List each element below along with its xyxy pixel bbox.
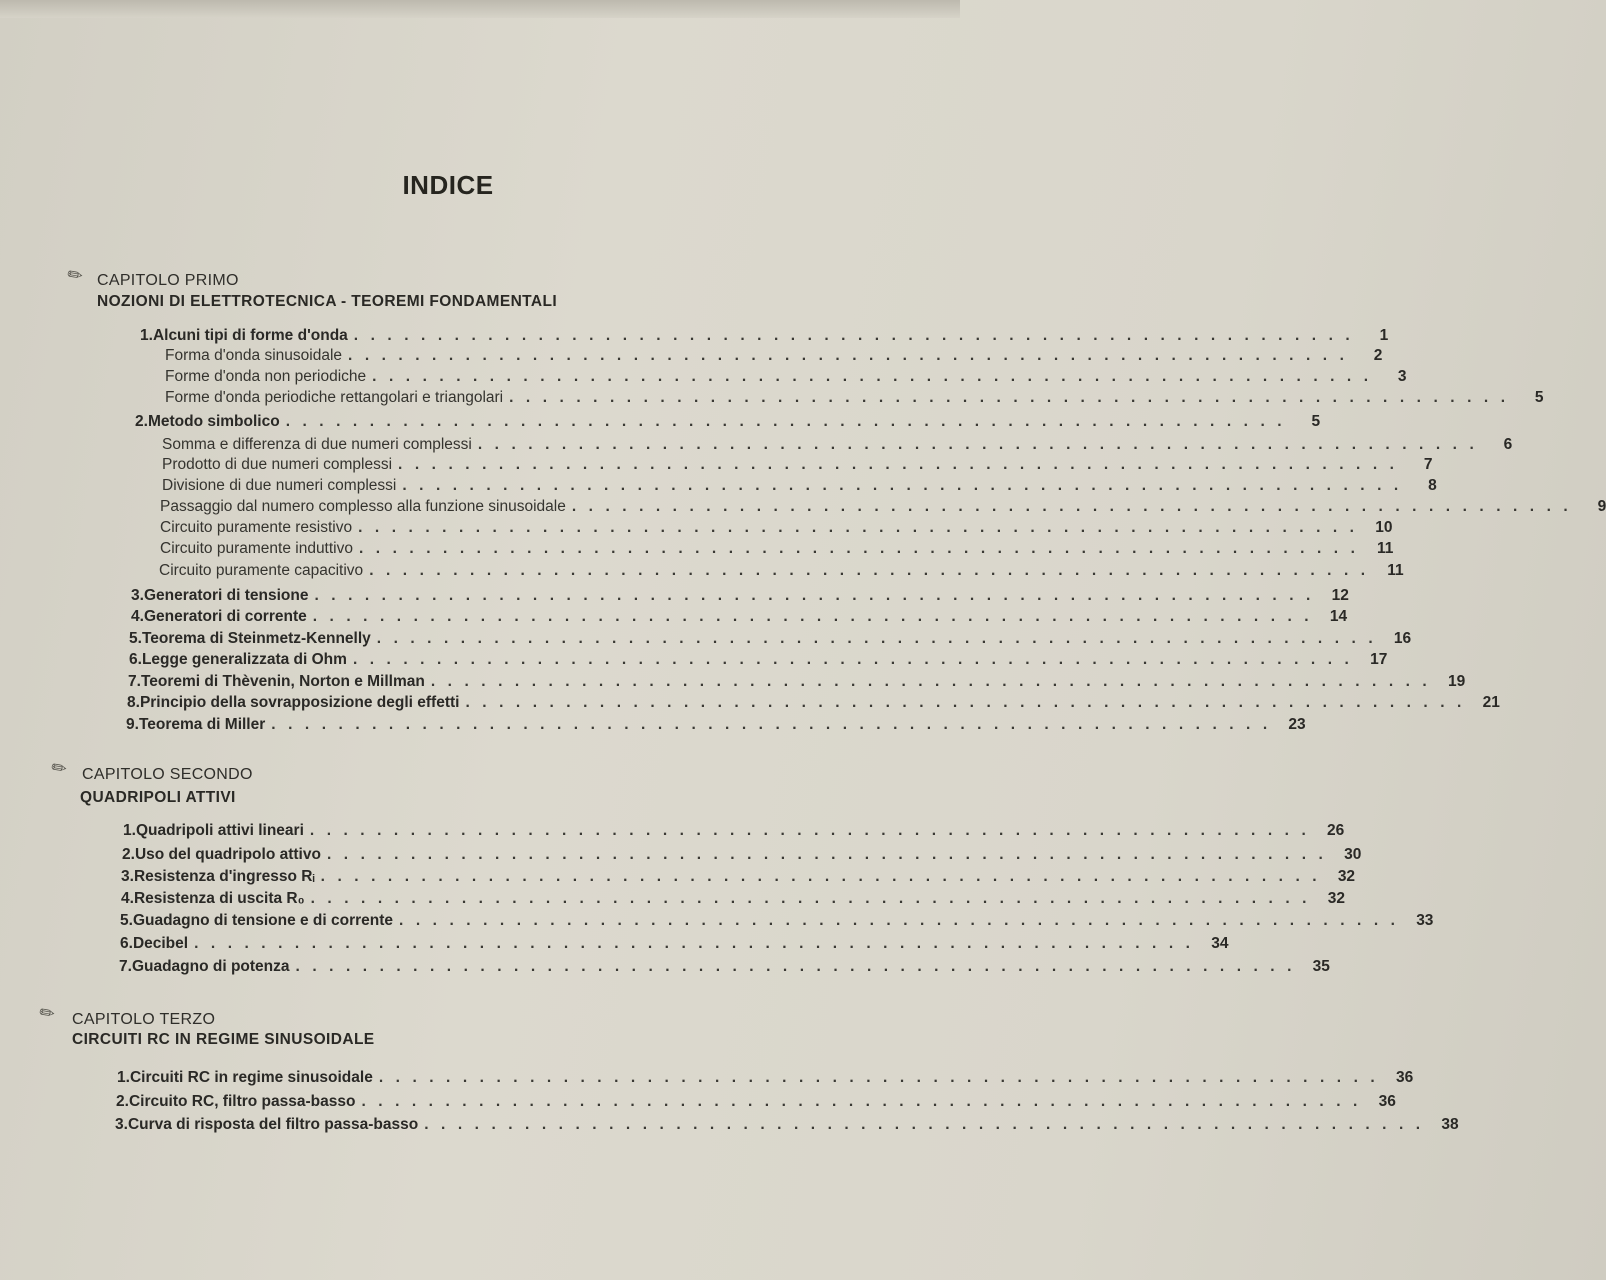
- entry-number: 5.: [120, 912, 133, 929]
- dot-leader: ............................................................: [309, 822, 1319, 839]
- entry-number: 7.: [128, 673, 141, 690]
- entry-number: 1.: [123, 822, 136, 839]
- toc-entry: [116, 1093, 1396, 1113]
- entry-page-number: 2: [1373, 347, 1383, 364]
- entry-title: Alcuni tipi di forme d'onda: [152, 327, 348, 344]
- toc-entry: [120, 935, 1229, 955]
- entry-page-number: 34: [1211, 935, 1229, 952]
- entry-page-number: 10: [1375, 519, 1393, 536]
- entry-page-number: 5: [1311, 413, 1321, 430]
- entry-page-number: 11: [1377, 540, 1394, 557]
- entry-title: Resistenza di uscita R₀: [133, 890, 305, 907]
- entry-title: Curva di risposta del filtro passa-basso: [127, 1116, 419, 1133]
- entry-page-number: 11: [1387, 562, 1404, 579]
- entry-number: 7.: [119, 958, 132, 975]
- entry-page-number: 8: [1428, 477, 1437, 494]
- entry-page-number: 32: [1327, 890, 1345, 907]
- toc-entry: [129, 651, 1388, 671]
- entry-number: 2.: [116, 1093, 129, 1110]
- entry-number: 3.: [115, 1116, 128, 1133]
- entry-title: Guadagno di tensione e di corrente: [132, 912, 394, 929]
- chapter-label: CAPITOLO TERZO: [72, 1011, 216, 1028]
- entry-page-number: 30: [1344, 846, 1362, 863]
- toc-entry: [117, 1069, 1414, 1089]
- toc-entry: [120, 912, 1434, 932]
- entry-number: 2.: [122, 846, 135, 863]
- entry-page-number: 23: [1288, 716, 1306, 733]
- entry-page-number: 35: [1312, 958, 1330, 975]
- entry-page-number: 21: [1482, 694, 1500, 711]
- dot-leader: ............................................................: [352, 651, 1362, 668]
- chapter-title: NOZIONI DI ELETTROTECNICA - TEOREMI FONDAMENTALI: [97, 293, 558, 310]
- toc-entry: [165, 389, 1544, 409]
- entry-page-number: 14: [1329, 608, 1348, 625]
- entry-number: 3.: [121, 868, 134, 885]
- dot-leader: ............................................................: [477, 436, 1487, 453]
- entry-title: Metodo simbolico: [147, 413, 280, 430]
- toc-entry: [160, 519, 1393, 539]
- dot-leader: ............................................................: [314, 587, 1323, 604]
- entry-title: Divisione di due numeri complessi: [162, 477, 397, 494]
- dot-leader: ............................................................: [285, 413, 1295, 430]
- entry-title: Decibel: [132, 935, 189, 952]
- toc-entry: [165, 347, 1383, 367]
- dot-leader: ............................................................: [465, 694, 1474, 711]
- entry-number: 9.: [126, 716, 139, 733]
- toc-entry: [129, 630, 1412, 650]
- pencil-mark-icon: ✎: [35, 1000, 60, 1026]
- entry-page-number: 1: [1379, 327, 1389, 344]
- entry-page-number: 12: [1331, 587, 1349, 604]
- dot-leader: ............................................................: [348, 347, 1357, 364]
- entry-page-number: 5: [1534, 389, 1544, 406]
- toc-entry: [131, 587, 1349, 607]
- entry-page-number: 7: [1423, 456, 1433, 473]
- page-title: INDICE: [402, 170, 494, 200]
- dot-leader: ............................................................: [295, 958, 1304, 975]
- entry-title: Quadripoli attivi lineari: [135, 822, 304, 839]
- dot-leader: ............................................................: [376, 630, 1386, 647]
- entry-page-number: 32: [1337, 868, 1356, 885]
- entry-title: Guadagno di potenza: [131, 958, 290, 975]
- dot-leader: ............................................................: [310, 890, 1319, 907]
- toc-entry: [140, 327, 1389, 347]
- entry-title: Circuito puramente induttivo: [160, 540, 353, 557]
- entry-page-number: 6: [1503, 436, 1513, 453]
- entry-page-number: 38: [1441, 1116, 1459, 1133]
- entry-title: Resistenza d'ingresso Rᵢ: [133, 868, 315, 885]
- toc-entry: [131, 608, 1348, 628]
- toc-entry: [128, 673, 1466, 693]
- entry-title: Generatori di tensione: [143, 587, 309, 604]
- entry-number: 4.: [121, 890, 134, 907]
- toc-entry: [162, 436, 1513, 456]
- toc-entry: [123, 822, 1345, 842]
- entry-title: Teorema di Steinmetz-Kennelly: [141, 630, 371, 647]
- toc-entry: [159, 562, 1404, 582]
- entry-title: Circuiti RC in regime sinusoidale: [129, 1069, 373, 1086]
- entry-title: Somma e differenza di due numeri complessi: [162, 436, 472, 453]
- entry-number: 1.: [117, 1069, 130, 1086]
- toc-entry: [122, 846, 1362, 866]
- toc-entry: [126, 716, 1306, 736]
- dot-leader: ............................................................: [271, 716, 1280, 733]
- entry-number: 5.: [129, 630, 142, 647]
- entry-title: Prodotto di due numeri complessi: [162, 456, 393, 473]
- toc-entry: [121, 890, 1345, 910]
- dot-leader: ............................................................: [398, 456, 1407, 473]
- toc-entry: [162, 477, 1437, 497]
- dot-leader: ............................................................: [430, 673, 1440, 690]
- entry-title: Generatori di corrente: [143, 608, 307, 625]
- entry-title: Forme d'onda periodiche rettangolari e triangolari: [165, 389, 504, 406]
- dot-leader: ............................................................: [320, 868, 1330, 885]
- entry-page-number: 17: [1370, 651, 1388, 668]
- chapter-title: CIRCUITI RC IN REGIME SINUSOIDALE: [72, 1031, 375, 1048]
- dot-leader: ............................................................: [509, 389, 1518, 406]
- entry-number: 2.: [135, 413, 148, 430]
- entry-title: Teoremi di Thèvenin, Norton e Millman: [140, 673, 425, 690]
- entry-page-number: 33: [1416, 912, 1434, 929]
- entry-page-number: 19: [1448, 673, 1466, 690]
- dot-leader: ............................................................: [312, 608, 1322, 625]
- dot-leader: ............................................................: [361, 1093, 1370, 1110]
- entry-title: Circuito puramente resistivo: [160, 519, 353, 536]
- dot-leader: ............................................................: [424, 1116, 1433, 1133]
- dot-leader: ............................................................: [326, 846, 1336, 863]
- dot-leader: ............................................................: [402, 477, 1411, 494]
- entry-title: Circuito puramente capacitivo: [159, 562, 364, 579]
- entry-title: Forma d'onda sinusoidale: [165, 347, 343, 364]
- toc-entry: [160, 498, 1606, 518]
- entry-title: Legge generalizzata di Ohm: [141, 651, 347, 668]
- entry-title: Circuito RC, filtro passa-basso: [128, 1093, 356, 1110]
- entry-number: 1.: [140, 327, 153, 344]
- dot-leader: ............................................................: [571, 498, 1581, 515]
- entry-page-number: 16: [1393, 630, 1412, 647]
- toc-entry: [127, 694, 1500, 714]
- entry-title: Teorema di Miller: [138, 716, 266, 733]
- entry-page-number: 3: [1397, 368, 1407, 385]
- chapter-title: QUADRIPOLI ATTIVI: [80, 789, 236, 806]
- entry-page-number: 36: [1378, 1093, 1396, 1110]
- entry-title: Forme d'onda non periodiche: [165, 368, 367, 385]
- chapter-label: CAPITOLO PRIMO: [97, 272, 239, 289]
- dot-leader: ............................................................: [378, 1069, 1388, 1086]
- dot-leader: ............................................................: [194, 935, 1203, 952]
- entry-number: 6.: [120, 935, 133, 952]
- toc-entry: [165, 368, 1407, 388]
- entry-page-number: 36: [1395, 1069, 1414, 1086]
- entry-title: Principio della sovrapposizione degli effetti: [139, 694, 460, 711]
- toc-entry: [119, 958, 1330, 978]
- entry-number: 4.: [131, 608, 144, 625]
- dot-leader: ............................................................: [358, 519, 1367, 536]
- entry-number: 3.: [131, 587, 144, 604]
- dot-leader: ............................................................: [372, 368, 1381, 385]
- entry-number: 8.: [127, 694, 140, 711]
- entry-page-number: 26: [1327, 822, 1345, 839]
- page-top-edge: [0, 0, 960, 18]
- entry-title: Uso del quadripolo attivo: [134, 846, 321, 863]
- toc-entry: [115, 1116, 1459, 1136]
- dot-leader: ............................................................: [369, 562, 1378, 579]
- pencil-mark-icon: ✎: [47, 755, 72, 781]
- toc-entry: [160, 540, 1394, 560]
- entry-page-number: 9: [1597, 498, 1606, 515]
- toc-entry: [162, 456, 1433, 476]
- dot-leader: ............................................................: [359, 540, 1368, 557]
- pencil-mark-icon: ✎: [63, 262, 88, 288]
- toc-entry: [135, 413, 1321, 433]
- entry-title: Passaggio dal numero complesso alla funzione sinusoidale: [160, 498, 566, 515]
- entry-number: 6.: [129, 651, 142, 668]
- chapter-label: CAPITOLO SECONDO: [82, 766, 253, 783]
- toc-entry: [121, 868, 1356, 888]
- dot-leader: ............................................................: [353, 327, 1363, 344]
- dot-leader: ............................................................: [399, 912, 1408, 929]
